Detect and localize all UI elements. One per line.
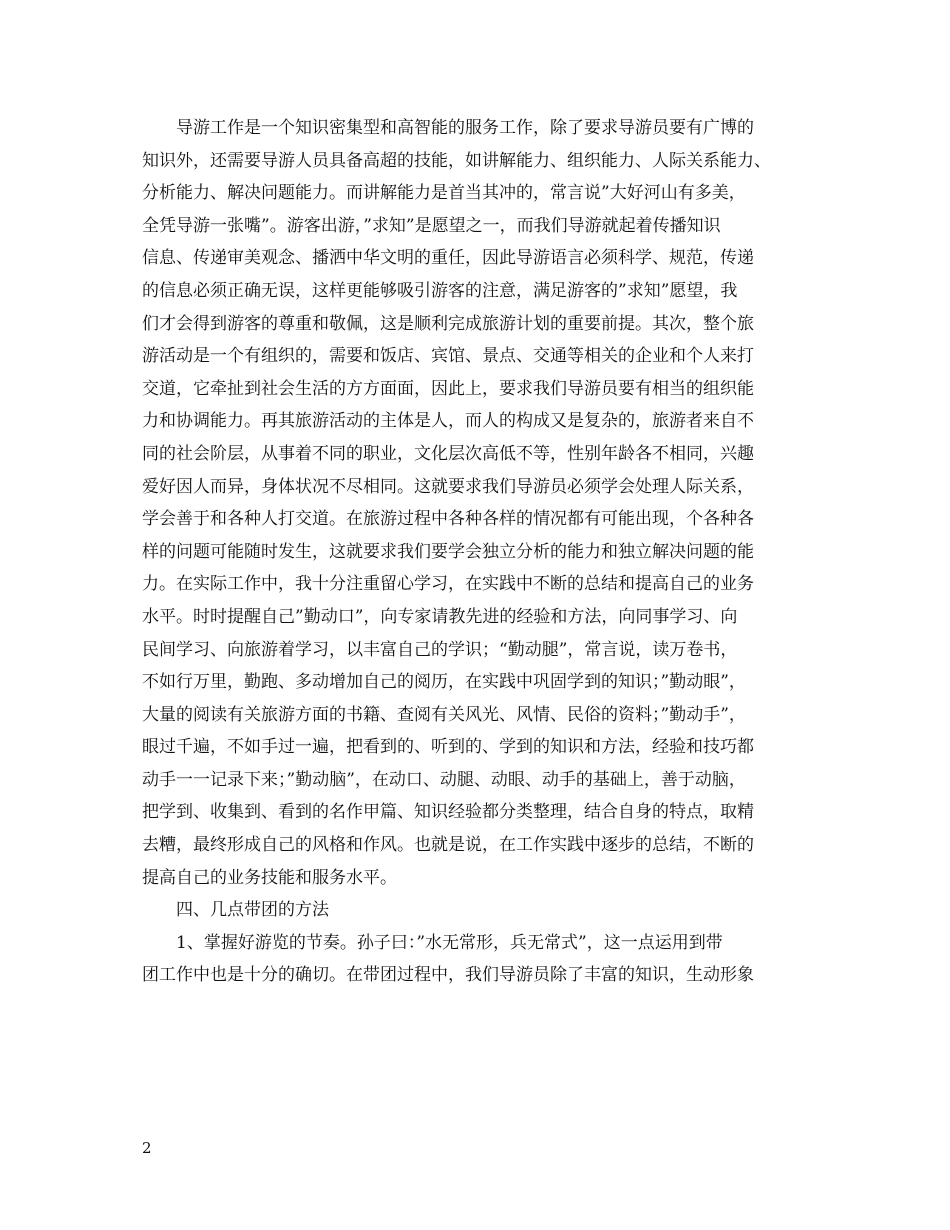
paragraph-line: 们才会得到游客的尊重和敬佩，这是顺利完成旅游计划的重要前提。其次，整个旅 bbox=[142, 313, 754, 334]
paragraph-line: 大量的阅读有关旅游方面的书籍、查阅有关风光、风情、民俗的资料；”勤动手”， bbox=[142, 704, 746, 725]
paragraph-line: 样的问题可能随时发生，这就要求我们要学会独立分析的能力和独立解决问题的能 bbox=[142, 541, 754, 562]
paragraph-line: 知识外，还需要导游人员具备高超的技能，如讲解能力、组织能力、人际关系能力、 bbox=[142, 150, 771, 171]
page-number: 2 bbox=[142, 1139, 152, 1157]
paragraph-line: 全凭导游一张嘴”。游客出游，”求知”是愿望之一，而我们导游就起着传播知识 bbox=[142, 215, 721, 236]
paragraph-line: 动手一一记录下来；”勤动脑”，在动口、动腿、动眼、动手的基础上，善于动脑， bbox=[142, 769, 746, 790]
paragraph-line: 交道，它牵扯到社会生活的方方面面，因此上，要求我们导游员要有相当的组织能 bbox=[142, 378, 754, 399]
paragraph-line: 团工作中也是十分的确切。在带团过程中，我们导游员除了丰富的知识，生动形象 bbox=[142, 965, 754, 986]
body-text bbox=[142, 112, 810, 992]
paragraph-line: 去糟，最终形成自己的风格和作风。也就是说，在工作实践中逐步的总结，不断的 bbox=[142, 835, 754, 856]
paragraph-line: 的信息必须正确无误，这样更能够吸引游客的注意，满足游客的”求知”愿望，我 bbox=[142, 280, 738, 301]
paragraph-line: 导游工作是一个知识密集型和高智能的服务工作，除了要求导游员要有广博的 bbox=[176, 118, 754, 138]
paragraph-line: 1、掌握好游览的节奏。孙子曰：”水无常形，兵无常式”，这一点运用到带 bbox=[176, 932, 723, 953]
paragraph-line: 游活动是一个有组织的，需要和饭店、宾馆、景点、交通等相关的企业和个人来打 bbox=[142, 346, 754, 367]
paragraph-line: 分析能力、解决问题能力。而讲解能力是首当其冲的，常言说”大好河山有多美， bbox=[142, 183, 746, 204]
paragraph-line: 爱好因人而异，身体状况不尽相同。这就要求我们导游员必须学会处理人际关系， bbox=[142, 476, 754, 497]
paragraph-line: 同的社会阶层，从事着不同的职业，文化层次高低不等，性别年龄各不相同，兴趣 bbox=[142, 443, 754, 464]
paragraph-line: 把学到、收集到、看到的名作甲篇、知识经验都分类整理，结合自身的特点，取精 bbox=[142, 802, 754, 823]
paragraph-line: 信息、传递审美观念、播洒中华文明的重任，因此导游语言必须科学、规范，传递 bbox=[142, 248, 754, 269]
paragraph-line: 民间学习、向旅游着学习，以丰富自己的学识；“勤动腿”，常言说，读万卷书， bbox=[142, 639, 738, 660]
section-heading: 四、几点带团的方法 bbox=[176, 900, 329, 921]
paragraph-line: 不如行万里，勤跑、多动增加自己的阅历，在实践中巩固学到的知识；”勤动眼”， bbox=[142, 672, 746, 693]
paragraph-line: 水平。时时提醒自己”勤动口”，向专家请教先进的经验和方法，向同事学习、向 bbox=[142, 606, 738, 627]
paragraph-line: 提高自己的业务技能和服务水平。 bbox=[142, 867, 397, 888]
paragraph-line: 学会善于和各种人打交道。在旅游过程中各种各样的情况都有可能出现，个各种各 bbox=[142, 509, 754, 530]
paragraph-line: 力。在实际工作中，我十分注重留心学习，在实践中不断的总结和提高自己的业务 bbox=[142, 574, 754, 595]
paragraph-line: 力和协调能力。再其旅游活动的主体是人，而人的构成又是复杂的，旅游者来自不 bbox=[142, 411, 754, 432]
paragraph-line: 眼过千遍，不如手过一遍，把看到的、听到的、学到的知识和方法，经验和技巧都 bbox=[142, 737, 754, 758]
